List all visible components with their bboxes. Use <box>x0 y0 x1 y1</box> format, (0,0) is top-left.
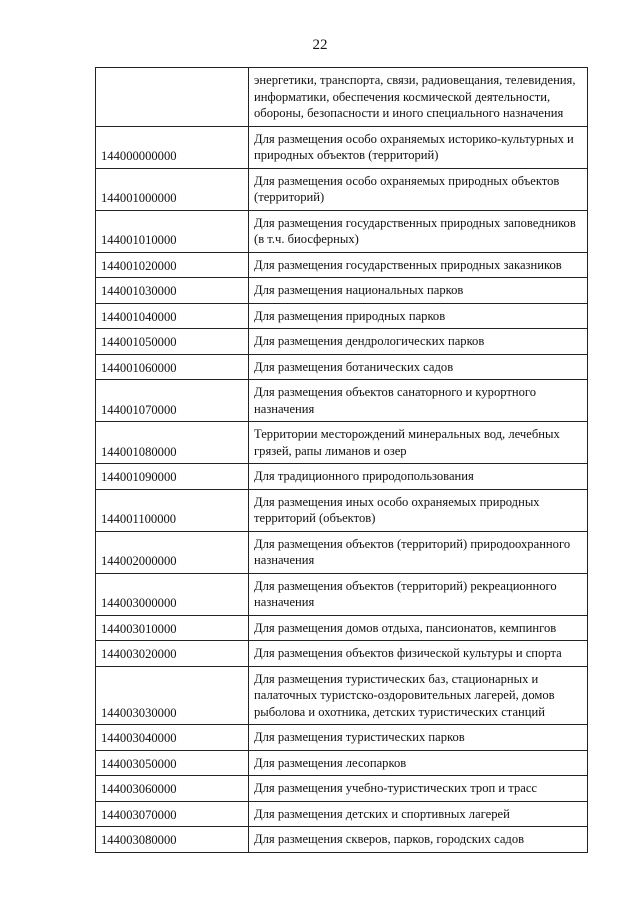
table-row <box>96 827 588 853</box>
row-code: 144002000000 <box>96 531 249 573</box>
row-description: Для размещения туристических баз, стационарных и палаточных туристско-оздоровительных лагерей, домов рыболова и охотника, детских туристических станций <box>249 666 588 725</box>
table-row <box>96 354 588 380</box>
row-description: Для традиционного природопользования <box>249 464 588 490</box>
row-description: Для размещения особо охраняемых природных объектов (территорий) <box>249 168 588 210</box>
table-row <box>96 489 588 531</box>
row-description: энергетики, транспорта, связи, радиовещания, телевидения, информатики, обеспечения космической деятельности, обороны, безопасности и иного специального назначения <box>249 68 588 127</box>
row-code: 144003070000 <box>96 801 249 827</box>
table-row <box>96 666 588 725</box>
row-code: 144000000000 <box>96 126 249 168</box>
row-description: Для размещения объектов физической культуры и спорта <box>249 641 588 667</box>
row-code <box>96 68 249 127</box>
table-row <box>96 252 588 278</box>
table-row <box>96 573 588 615</box>
row-description: Для размещения детских и спортивных лагерей <box>249 801 588 827</box>
table-row <box>96 126 588 168</box>
row-code: 144003020000 <box>96 641 249 667</box>
row-description: Для размещения скверов, парков, городских садов <box>249 827 588 853</box>
table-row <box>96 750 588 776</box>
row-description: Для размещения лесопарков <box>249 750 588 776</box>
row-description: Для размещения туристических парков <box>249 725 588 751</box>
row-description: Для размещения ботанических садов <box>249 354 588 380</box>
row-code: 144003010000 <box>96 615 249 641</box>
table-row <box>96 329 588 355</box>
row-code: 144001100000 <box>96 489 249 531</box>
row-code: 144001060000 <box>96 354 249 380</box>
row-code: 144001000000 <box>96 168 249 210</box>
table-row <box>96 210 588 252</box>
table-row <box>96 801 588 827</box>
row-code: 144003060000 <box>96 776 249 802</box>
row-code: 144003000000 <box>96 573 249 615</box>
table-row <box>96 615 588 641</box>
table-row <box>96 531 588 573</box>
row-code: 144003040000 <box>96 725 249 751</box>
row-description: Для размещения объектов (территорий) природоохранного назначения <box>249 531 588 573</box>
row-description: Для размещения домов отдыха, пансионатов, кемпингов <box>249 615 588 641</box>
row-description: Для размещения учебно-туристических троп и трасс <box>249 776 588 802</box>
row-code: 144001030000 <box>96 278 249 304</box>
row-description: Для размещения дендрологических парков <box>249 329 588 355</box>
table-row <box>96 641 588 667</box>
table-row <box>96 168 588 210</box>
row-code: 144001010000 <box>96 210 249 252</box>
row-code: 144001050000 <box>96 329 249 355</box>
row-code: 144001040000 <box>96 303 249 329</box>
row-code: 144003050000 <box>96 750 249 776</box>
row-code: 144001070000 <box>96 380 249 422</box>
row-description: Территории месторождений минеральных вод, лечебных грязей, рапы лиманов и озер <box>249 422 588 464</box>
table-row <box>96 776 588 802</box>
row-description: Для размещения государственных природных заказников <box>249 252 588 278</box>
table-row <box>96 422 588 464</box>
table-row <box>96 725 588 751</box>
table-row <box>96 380 588 422</box>
page-number: 22 <box>312 37 328 53</box>
row-code: 144001080000 <box>96 422 249 464</box>
row-code: 144001020000 <box>96 252 249 278</box>
table-body <box>96 68 588 853</box>
classifier-table <box>95 67 588 853</box>
row-description: Для размещения объектов (территорий) рекреационного назначения <box>249 573 588 615</box>
row-code: 144001090000 <box>96 464 249 490</box>
row-code: 144003030000 <box>96 666 249 725</box>
row-description: Для размещения природных парков <box>249 303 588 329</box>
row-code: 144003080000 <box>96 827 249 853</box>
table-row <box>96 68 588 127</box>
row-description: Для размещения объектов санаторного и курортного назначения <box>249 380 588 422</box>
table-row <box>96 303 588 329</box>
row-description: Для размещения иных особо охраняемых природных территорий (объектов) <box>249 489 588 531</box>
table-row <box>96 278 588 304</box>
row-description: Для размещения национальных парков <box>249 278 588 304</box>
table-row <box>96 464 588 490</box>
row-description: Для размещения государственных природных заповедников (в т.ч. биосферных) <box>249 210 588 252</box>
row-description: Для размещения особо охраняемых историко-культурных и природных объектов (территорий) <box>249 126 588 168</box>
